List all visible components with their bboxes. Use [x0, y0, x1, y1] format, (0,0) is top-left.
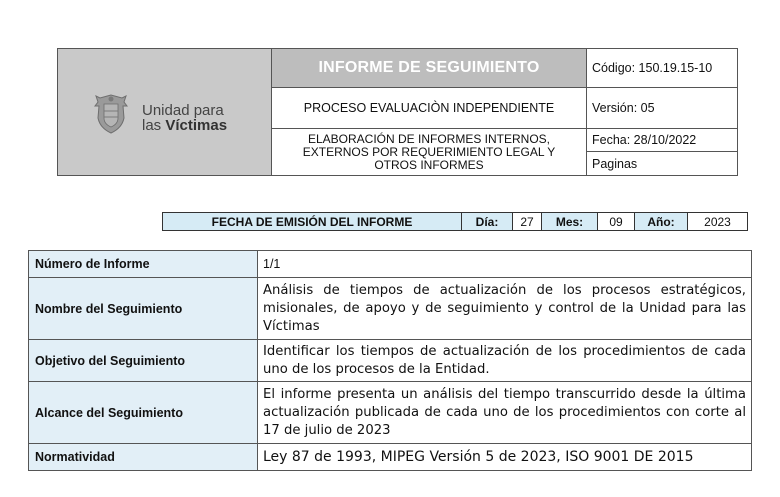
logo-cell: [58, 49, 272, 175]
month-label: Mes:: [542, 213, 598, 230]
day-value: 27: [513, 213, 542, 230]
logo-text: [142, 103, 227, 133]
row-label: Alcance del Seguimiento: [29, 382, 258, 444]
row-value: El informe presenta un análisis del tiempo transcurrido desde la última actualización publicada de cada uno de los procedimientos con corte al 17 de julio de 2023: [258, 382, 752, 444]
emission-label: FECHA DE EMISIÓN DEL INFORME: [163, 213, 462, 230]
row-label: Número de Informe: [29, 251, 258, 278]
doc-version: Versión: 05: [587, 88, 737, 129]
doc-code: Código: 150.19.15-10: [587, 49, 737, 88]
table-row: [29, 444, 752, 471]
process-name: PROCESO EVALUACIÒN INDEPENDIENTE: [272, 88, 587, 129]
row-label: Objetivo del Seguimiento: [29, 340, 258, 382]
row-value: Identificar los tiempos de actualización de los procedimientos de cada uno de los procesos de la Entidad.: [258, 340, 752, 382]
row-value: 1/1: [258, 251, 752, 278]
row-label: Nombre del Seguimiento: [29, 278, 258, 340]
logo-line2: las Víctimas: [142, 117, 228, 134]
day-label: Día:: [462, 213, 513, 230]
table-row: [29, 251, 752, 278]
report-info-table: [28, 250, 752, 471]
table-row: [29, 340, 752, 382]
report-title: INFORME DE SEGUIMIENTO: [272, 49, 587, 88]
row-label: Normatividad: [29, 444, 258, 471]
doc-pages: Paginas: [592, 156, 638, 171]
doc-date: Fecha: 28/10/2022: [587, 129, 737, 152]
document-header: [57, 48, 738, 176]
table-row: [29, 382, 752, 444]
month-value: 09: [598, 213, 635, 230]
year-value: 2023: [704, 214, 731, 229]
procedure-name: ELABORACIÓN DE INFORMES INTERNOS, EXTERNOS POR REQUERIMIENTO LEGAL Y OTROS INFORMES: [272, 129, 587, 175]
logo-line1: Unidad para: [142, 102, 224, 119]
emission-date-row: [162, 212, 748, 231]
coat-of-arms-icon: [92, 92, 130, 136]
row-value: Ley 87 de 1993, MIPEG Versión 5 de 2023, ISO 9001 DE 2015: [258, 444, 752, 471]
row-value: Análisis de tiempos de actualización de los procesos estratégicos, misionales, de apoyo y de seguimiento y control de la Unidad para las Víctimas: [258, 278, 752, 340]
table-row: [29, 278, 752, 340]
year-label: Año:: [635, 213, 688, 230]
